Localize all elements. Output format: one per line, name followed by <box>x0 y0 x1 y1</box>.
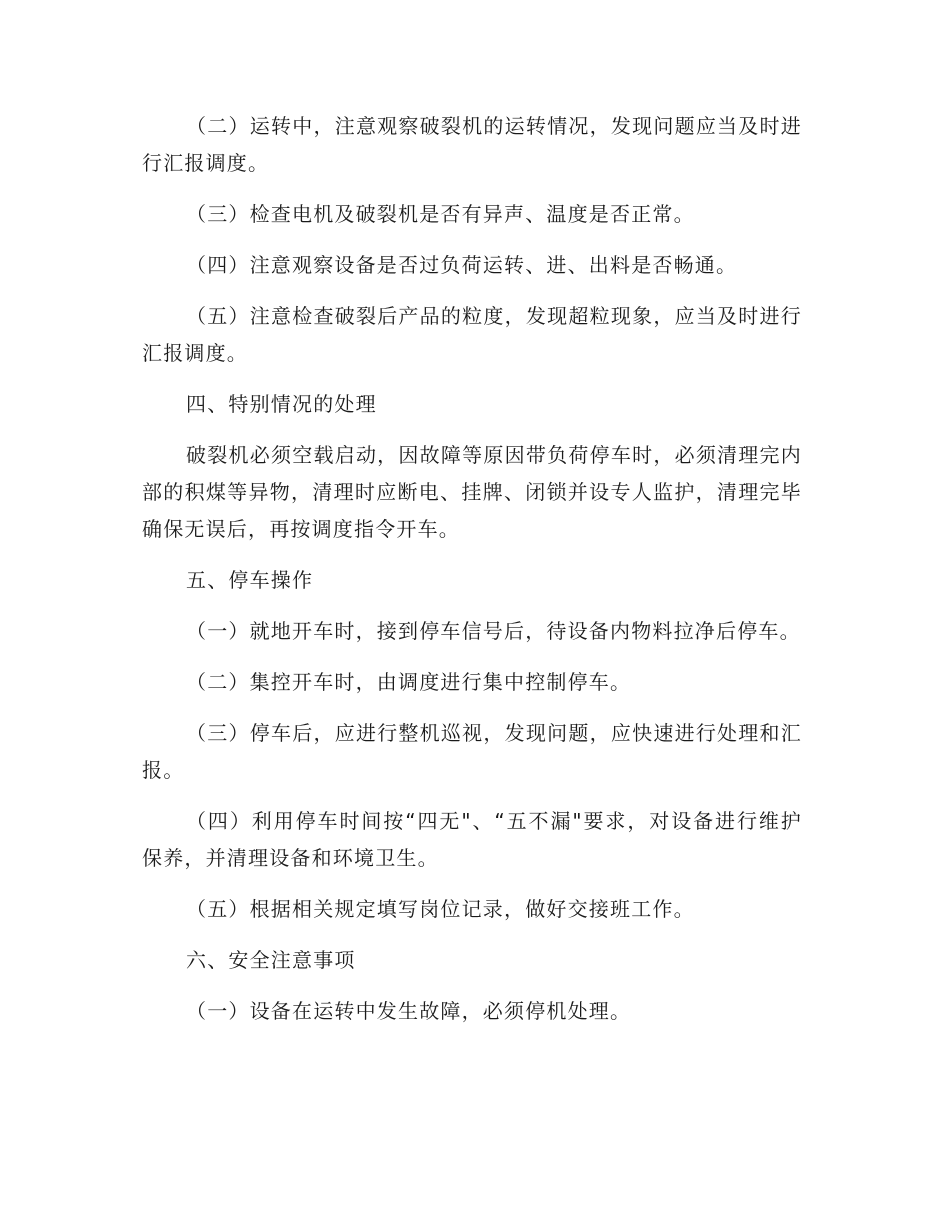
paragraph-local-shutdown: （一）就地开车时，接到停车信号后，待设备内物料拉净后停车。 <box>186 619 801 643</box>
paragraph-check-granularity: （五）注意检查破裂后产品的粒度，发现超粒现象，应当及时进行汇报调度。 <box>142 304 802 365</box>
paragraph-operation-observe: （二）运转中，注意观察破裂机的运转情况，发现问题应当及时进行汇报调度。 <box>142 114 802 175</box>
paragraph-check-motor: （三）检查电机及破裂机是否有异声、温度是否正常。 <box>186 202 695 226</box>
paragraph-maintenance: （四）利用停车时间按“四无"、“五不漏"要求，对设备进行维护保养，并清理设备和环境卫生。 <box>142 809 802 870</box>
paragraph-records: （五）根据相关规定填写岗位记录，做好交接班工作。 <box>186 897 695 921</box>
paragraph-special-cases: 破裂机必须空载启动，因故障等原因带负荷停车时，必须清理完内部的积煤等异物，清理时应断电、挂牌、闭锁并设专人监护，清理完毕确保无误后，再按调度指令开车。 <box>142 443 802 541</box>
section-heading-special-cases: 四、特别情况的处理 <box>186 392 377 416</box>
section-heading-safety: 六、安全注意事项 <box>186 948 356 972</box>
paragraph-inspection: （三）停车后，应进行整机巡视，发现问题，应快速进行处理和汇报。 <box>142 721 802 782</box>
section-heading-shutdown: 五、停车操作 <box>186 568 314 592</box>
document-body <box>142 108 802 1044</box>
paragraph-central-shutdown: （二）集控开车时，由调度进行集中控制停车。 <box>186 670 632 694</box>
paragraph-check-overload: （四）注意观察设备是否过负荷运转、进、出料是否畅通。 <box>186 253 738 277</box>
paragraph-safety-fault: （一）设备在运转中发生故障，必须停机处理。 <box>186 999 632 1023</box>
